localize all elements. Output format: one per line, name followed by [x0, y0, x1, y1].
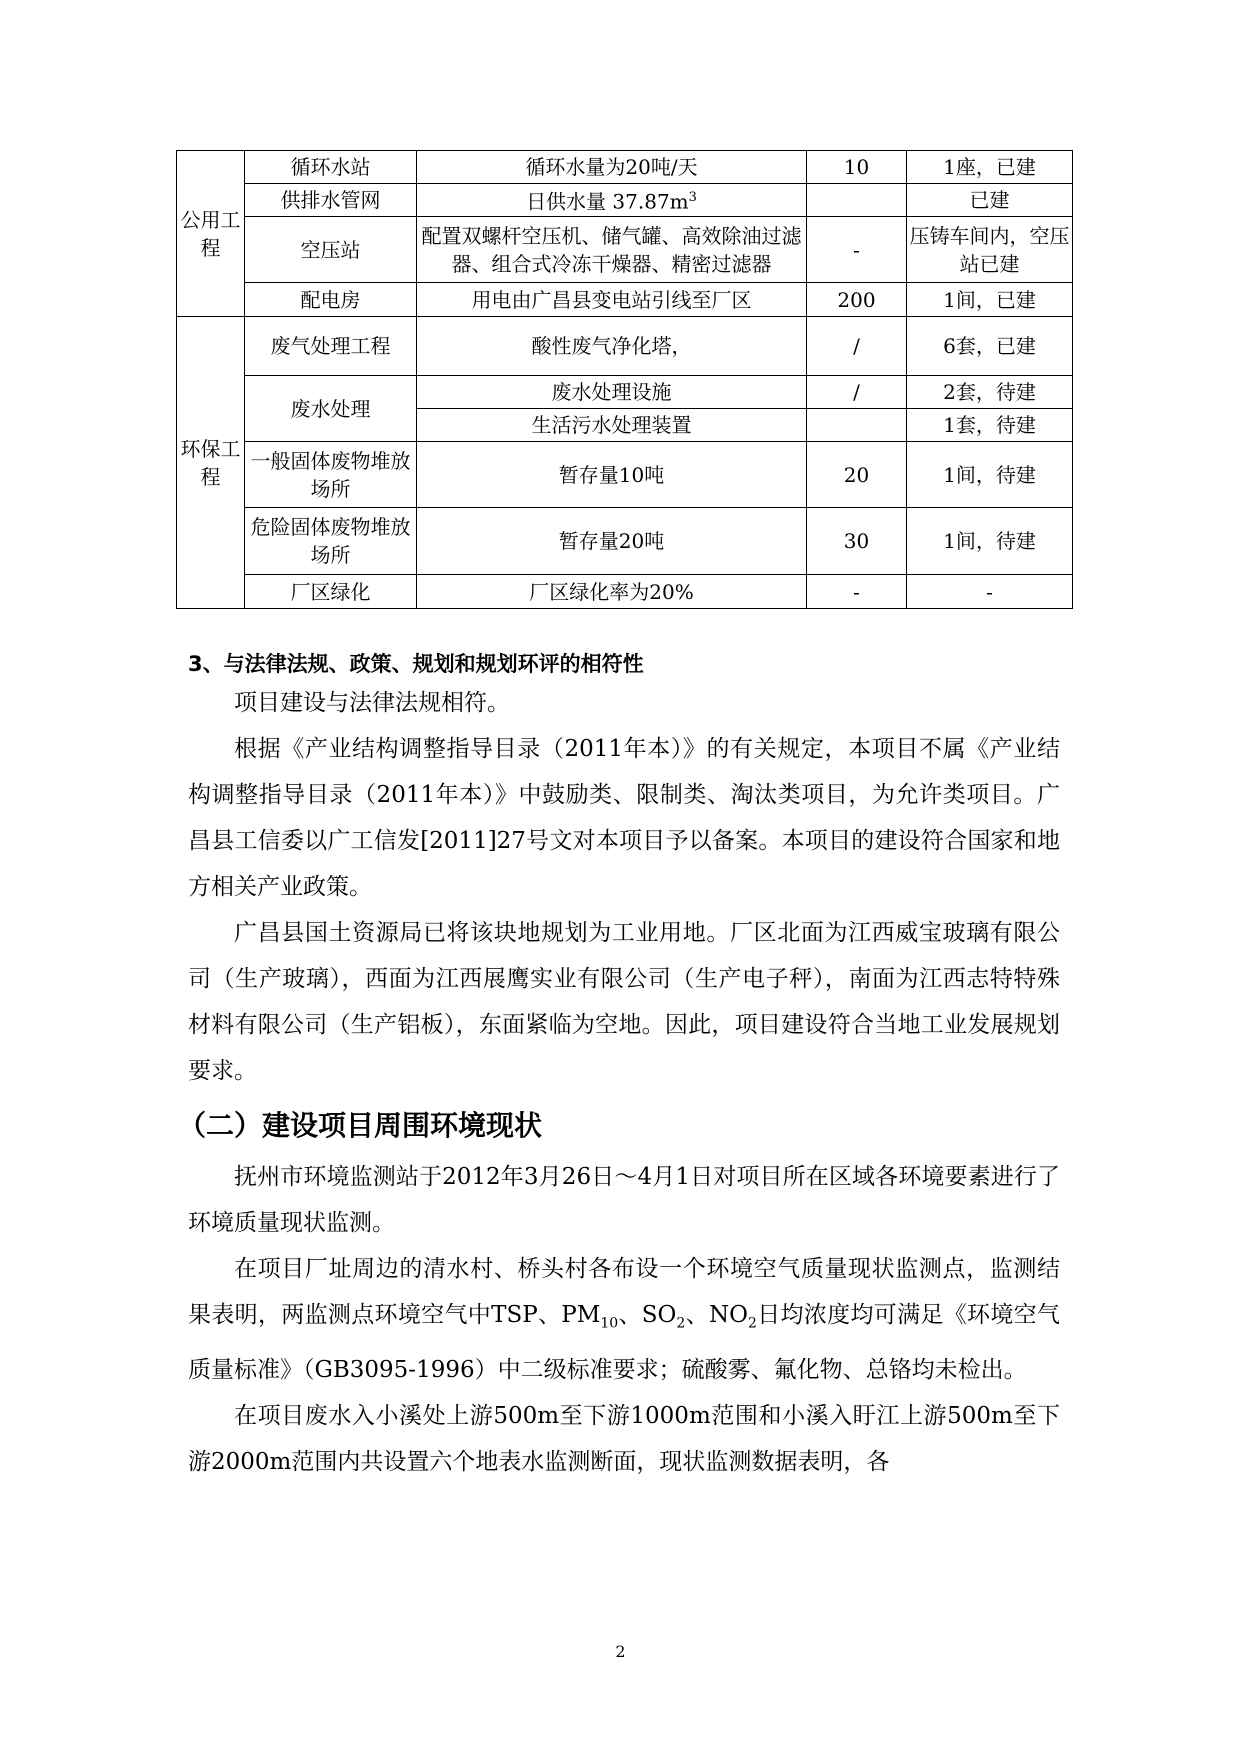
facility-status: 压铸车间内，空压站已建 — [907, 217, 1073, 283]
facility-area: 30 — [807, 508, 907, 575]
facility-status: 已建 — [907, 184, 1073, 217]
section3-paragraph-1: 项目建设与法律法规相符。 — [234, 690, 510, 716]
facility-name: 供排水管网 — [245, 184, 417, 217]
facility-status: 6套，已建 — [907, 317, 1073, 376]
facility-status: - — [907, 575, 1073, 609]
table-row — [177, 217, 1073, 283]
air-text-c: 、NO — [685, 1302, 748, 1328]
facility-desc: 暂存量20吨 — [417, 508, 807, 575]
table-row — [177, 184, 1073, 217]
facility-status: 1座，已建 — [907, 151, 1073, 184]
table-row — [177, 376, 1073, 409]
body-text — [178, 638, 1060, 1485]
facility-area — [807, 409, 907, 442]
facility-desc: 厂区绿化率为20% — [417, 575, 807, 609]
engineering-table — [176, 150, 1073, 609]
air-text-d: 日均浓度均可满足《环境空气质量标准》（GB3095-1996）中二级标准要求；硫酸雾、氟化物、总铬均未检出。 — [188, 1302, 1060, 1383]
section2-paragraph-3: 在项目废水入小溪处上游500m至下游1000m范围和小溪入盱江上游500m至下游2000m范围内共设置六个地表水监测断面，现状监测数据表明，各 — [188, 1402, 1060, 1475]
facility-name: 一般固体废物堆放场所 — [245, 442, 417, 508]
facility-area: 200 — [807, 283, 907, 317]
air-text-b: 、SO — [618, 1302, 677, 1328]
facility-desc: 生活污水处理装置 — [417, 409, 807, 442]
facility-name: 配电房 — [245, 283, 417, 317]
section2-paragraph-1: 抚州市环境监测站于2012年3月26日～4月1日对项目所在区域各环境要素进行了环境质量现状监测。 — [188, 1164, 1060, 1236]
pm-subscript: 10 — [600, 1315, 619, 1332]
facility-desc: 废水处理设施 — [417, 376, 807, 409]
water-supply-text: 日供水量 37.87m — [526, 189, 689, 214]
engineering-table-container — [176, 150, 1072, 609]
table-row — [177, 317, 1073, 376]
unit-superscript: 3 — [688, 190, 697, 206]
so-subscript: 2 — [676, 1315, 686, 1332]
facility-name: 厂区绿化 — [245, 575, 417, 609]
facility-desc: 配置双螺杆空压机、储气罐、高效除油过滤器、组合式冷冻干燥器、精密过滤器 — [417, 217, 807, 283]
facility-desc: 暂存量10吨 — [417, 442, 807, 508]
facility-desc: 循环水量为20吨/天 — [417, 151, 807, 184]
facility-name: 废气处理工程 — [245, 317, 417, 376]
facility-area: - — [807, 575, 907, 609]
facility-area: - — [807, 217, 907, 283]
facility-status: 1间，待建 — [907, 508, 1073, 575]
table-row — [177, 151, 1073, 184]
facility-name: 循环水站 — [245, 151, 417, 184]
facility-name: 空压站 — [245, 217, 417, 283]
section3-paragraph-3: 广昌县国土资源局已将该块地规划为工业用地。厂区北面为江西威宝玻璃有限公司（生产玻璃），西面为江西展鹰实业有限公司（生产电子秤），南面为江西志特特殊材料有限公司（生产铝板），东面紧临为空地。因此，项目建设符合当地工业发展规划要求。 — [188, 920, 1060, 1084]
facility-area — [807, 184, 907, 217]
facility-status: 2套，待建 — [907, 376, 1073, 409]
facility-area: / — [807, 376, 907, 409]
facility-area: 10 — [807, 151, 907, 184]
group-label-environmental: 环保工程 — [177, 317, 245, 609]
facility-area: / — [807, 317, 907, 376]
facility-status: 1间，待建 — [907, 442, 1073, 508]
section3-paragraph-2: 根据《产业结构调整指导目录（2011年本）》的有关规定，本项目不属《产业结构调整指导目录（2011年本）》中鼓励类、限制类、淘汰类项目，为允许类项目。广昌县工信委以广工信发[2011]27号文对本项目予以备案。本项目的建设符合国家和地方相关产业政策。 — [188, 736, 1060, 900]
facility-name: 危险固体废物堆放场所 — [245, 508, 417, 575]
section3-heading: 3、与法律法规、政策、规划和规划环评的相符性 — [188, 652, 644, 676]
facility-desc — [417, 184, 807, 217]
no-subscript: 2 — [747, 1315, 757, 1332]
facility-name: 废水处理 — [245, 376, 417, 442]
facility-desc: 用电由广昌县变电站引线至厂区 — [417, 283, 807, 317]
facility-status: 1套，待建 — [907, 409, 1073, 442]
table-row — [177, 283, 1073, 317]
section2-paragraph-2 — [188, 1246, 1060, 1393]
table-row — [177, 508, 1073, 575]
facility-area: 20 — [807, 442, 907, 508]
section2-heading: （二）建设项目周围环境现状 — [178, 1109, 543, 1142]
table-row — [177, 575, 1073, 609]
facility-desc: 酸性废气净化塔， — [417, 317, 807, 376]
air-text-a: 在项目厂址周边的清水村、桥头村各布设一个环境空气质量现状监测点，监测结果表明，两监测点环境空气中TSP、PM — [188, 1256, 1060, 1328]
page-number: 2 — [615, 1642, 626, 1661]
facility-status: 1间，已建 — [907, 283, 1073, 317]
group-label-public: 公用工程 — [177, 151, 245, 317]
table-row — [177, 442, 1073, 508]
